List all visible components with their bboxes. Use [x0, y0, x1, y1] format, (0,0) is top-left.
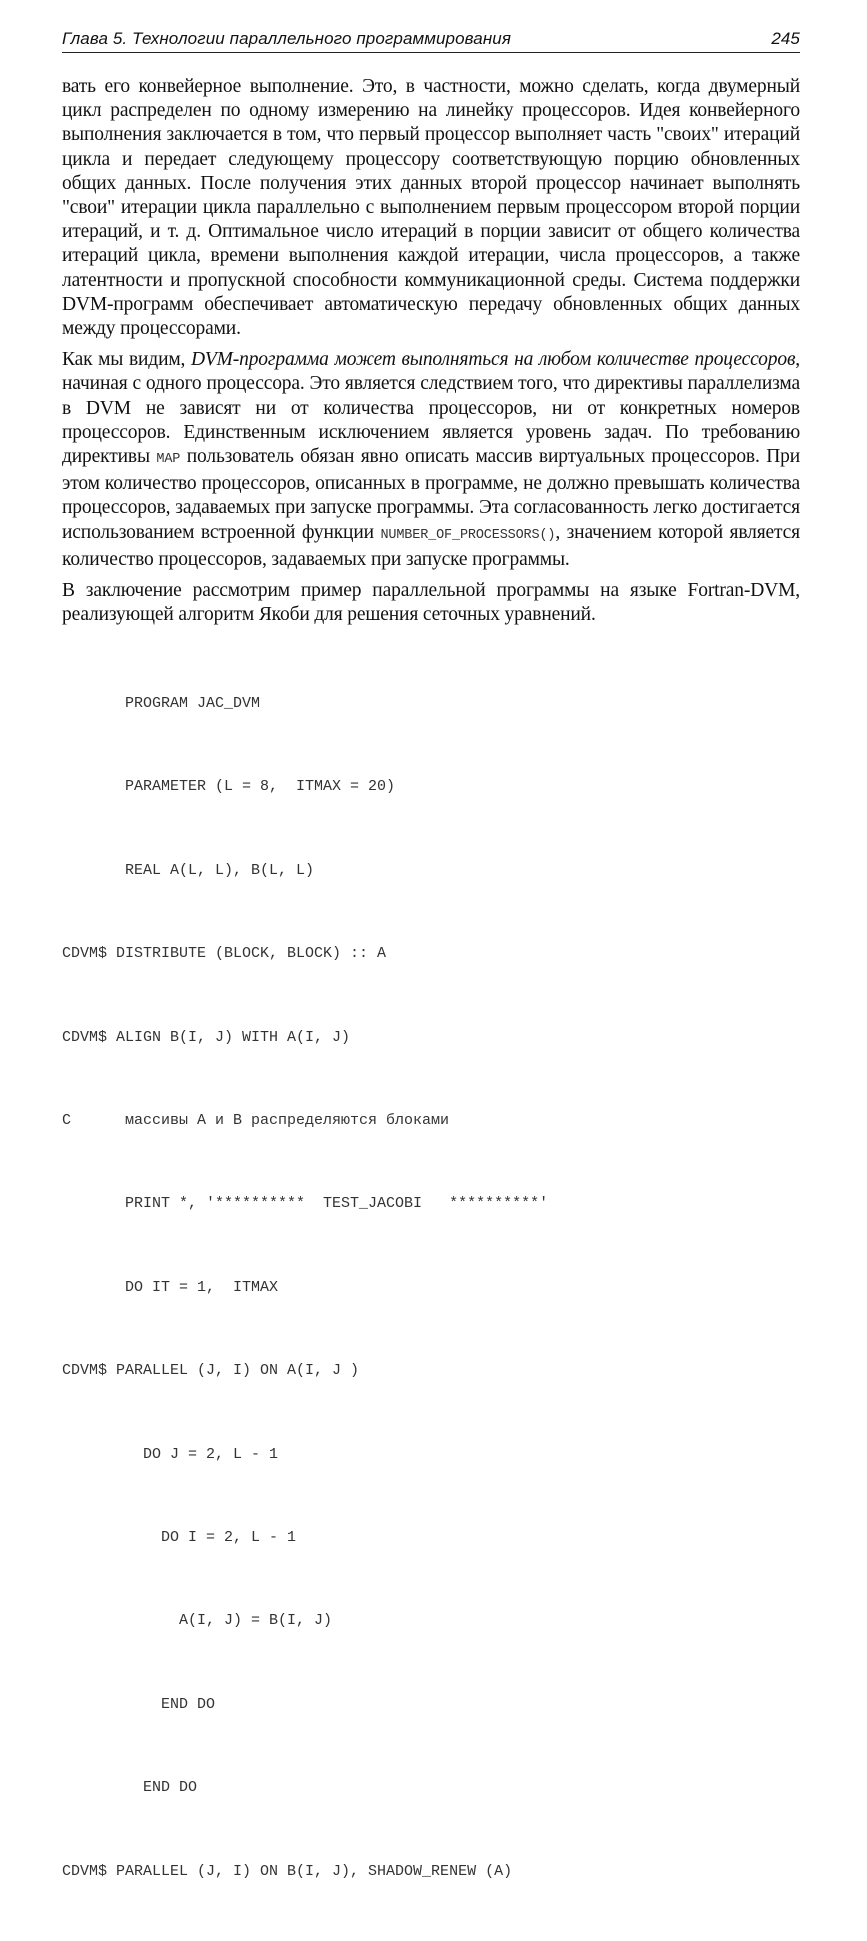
code-line: CDVM$ DISTRIBUTE (BLOCK, BLOCK) :: A [62, 945, 387, 963]
book-page [62, 28, 800, 1941]
paragraph-processors-part1: , начиная с одного процессора. Это является следствием того, что директивы параллелизма в DVM не зависят ни от количества процессоров, ни от конкретных номеров процессоров. Единственным исключением является уровень задач. По требованию директивы [62, 349, 801, 468]
code-line: END DO [62, 1695, 216, 1713]
emphasis-dvm-any-processors: DVM-программа может выполняться на любом количестве процессоров [190, 349, 796, 371]
code-line: PROGRAM JAC_DVM [62, 695, 261, 713]
code-line: A(I, J) = B(I, J) [62, 1612, 333, 1630]
paragraph-processors-intro: Как мы видим, [62, 349, 191, 371]
code-line: CDVM$ ALIGN B(I, J) WITH A(I, J) [62, 1028, 351, 1046]
code-line: CDVM$ PARALLEL (J, I) ON A(I, J ) [62, 1362, 360, 1380]
code-line: PARAMETER (L = 8, ITMAX = 20) [62, 778, 396, 796]
paragraph-example-intro: В заключение рассмотрим пример параллельной программы на языке Fortran-DVM, реализующей алгоритм Якоби для решения сеточных уравнений. [62, 580, 800, 626]
running-header [62, 28, 800, 53]
inline-code-map: MAP [156, 452, 181, 468]
code-line: C массивы A и B распределяются блоками [62, 1112, 450, 1130]
code-line: PRINT *, '********** TEST_JACOBI **********' [62, 1195, 549, 1213]
paragraph-processors-part3: , значением которой является количество процессоров, задаваемых при запуске программы. [62, 521, 800, 570]
code-line: DO IT = 1, ITMAX [62, 1278, 279, 1296]
paragraph-processors-part2: пользователь обязан явно описать массив виртуальных процессоров. При этом количество процессоров, описанных в программе, не должно превышать количества процессоров, задаваемых при запуске программы. Эта согласованность легко достигается использованием встроенной функции [62, 446, 801, 543]
page-number: 245 [771, 29, 800, 48]
code-line: DO I = 2, L - 1 [62, 1528, 297, 1546]
paragraph-processors [62, 348, 800, 572]
paragraph-pipeline: вать его конвейерное выполнение. Это, в частности, можно сделать, когда двумерный цикл распределен по одному измерению на линейку процессоров. Идея конвейерного выполнения заключается в том, что первый процессор выполняет часть "своих" итераций цикла и передает следующему процессору соответствующую порцию обновленных общих данных. После получения этих данных второй процессор начинает выполнять "свои" итерации цикла параллельно с выполнением первым процессором второй порции итераций, и т. д. Оптимальное число итераций в порции зависит от общего количества итераций цикла, времени выполнения каждой итерации, числа процессоров, а также латентности и пропускной способности коммуникационной среды. Система поддержки DVM-программ обеспечивает автоматическую передачу обновленных общих данных между процессорами. [62, 76, 800, 340]
body-text [62, 75, 800, 627]
chapter-title: Глава 5. Технологии параллельного программирования [62, 29, 512, 48]
code-line: REAL A(L, L), B(L, L) [62, 861, 315, 879]
inline-code-number-of-processors: NUMBER_OF_PROCESSORS() [380, 527, 556, 543]
code-listing [62, 634, 800, 1940]
code-line: CDVM$ PARALLEL (J, I) ON B(I, J), SHADOW_RENEW (A) [62, 1862, 513, 1880]
code-line: DO J = 2, L - 1 [62, 1445, 279, 1463]
code-line: END DO [62, 1779, 198, 1797]
